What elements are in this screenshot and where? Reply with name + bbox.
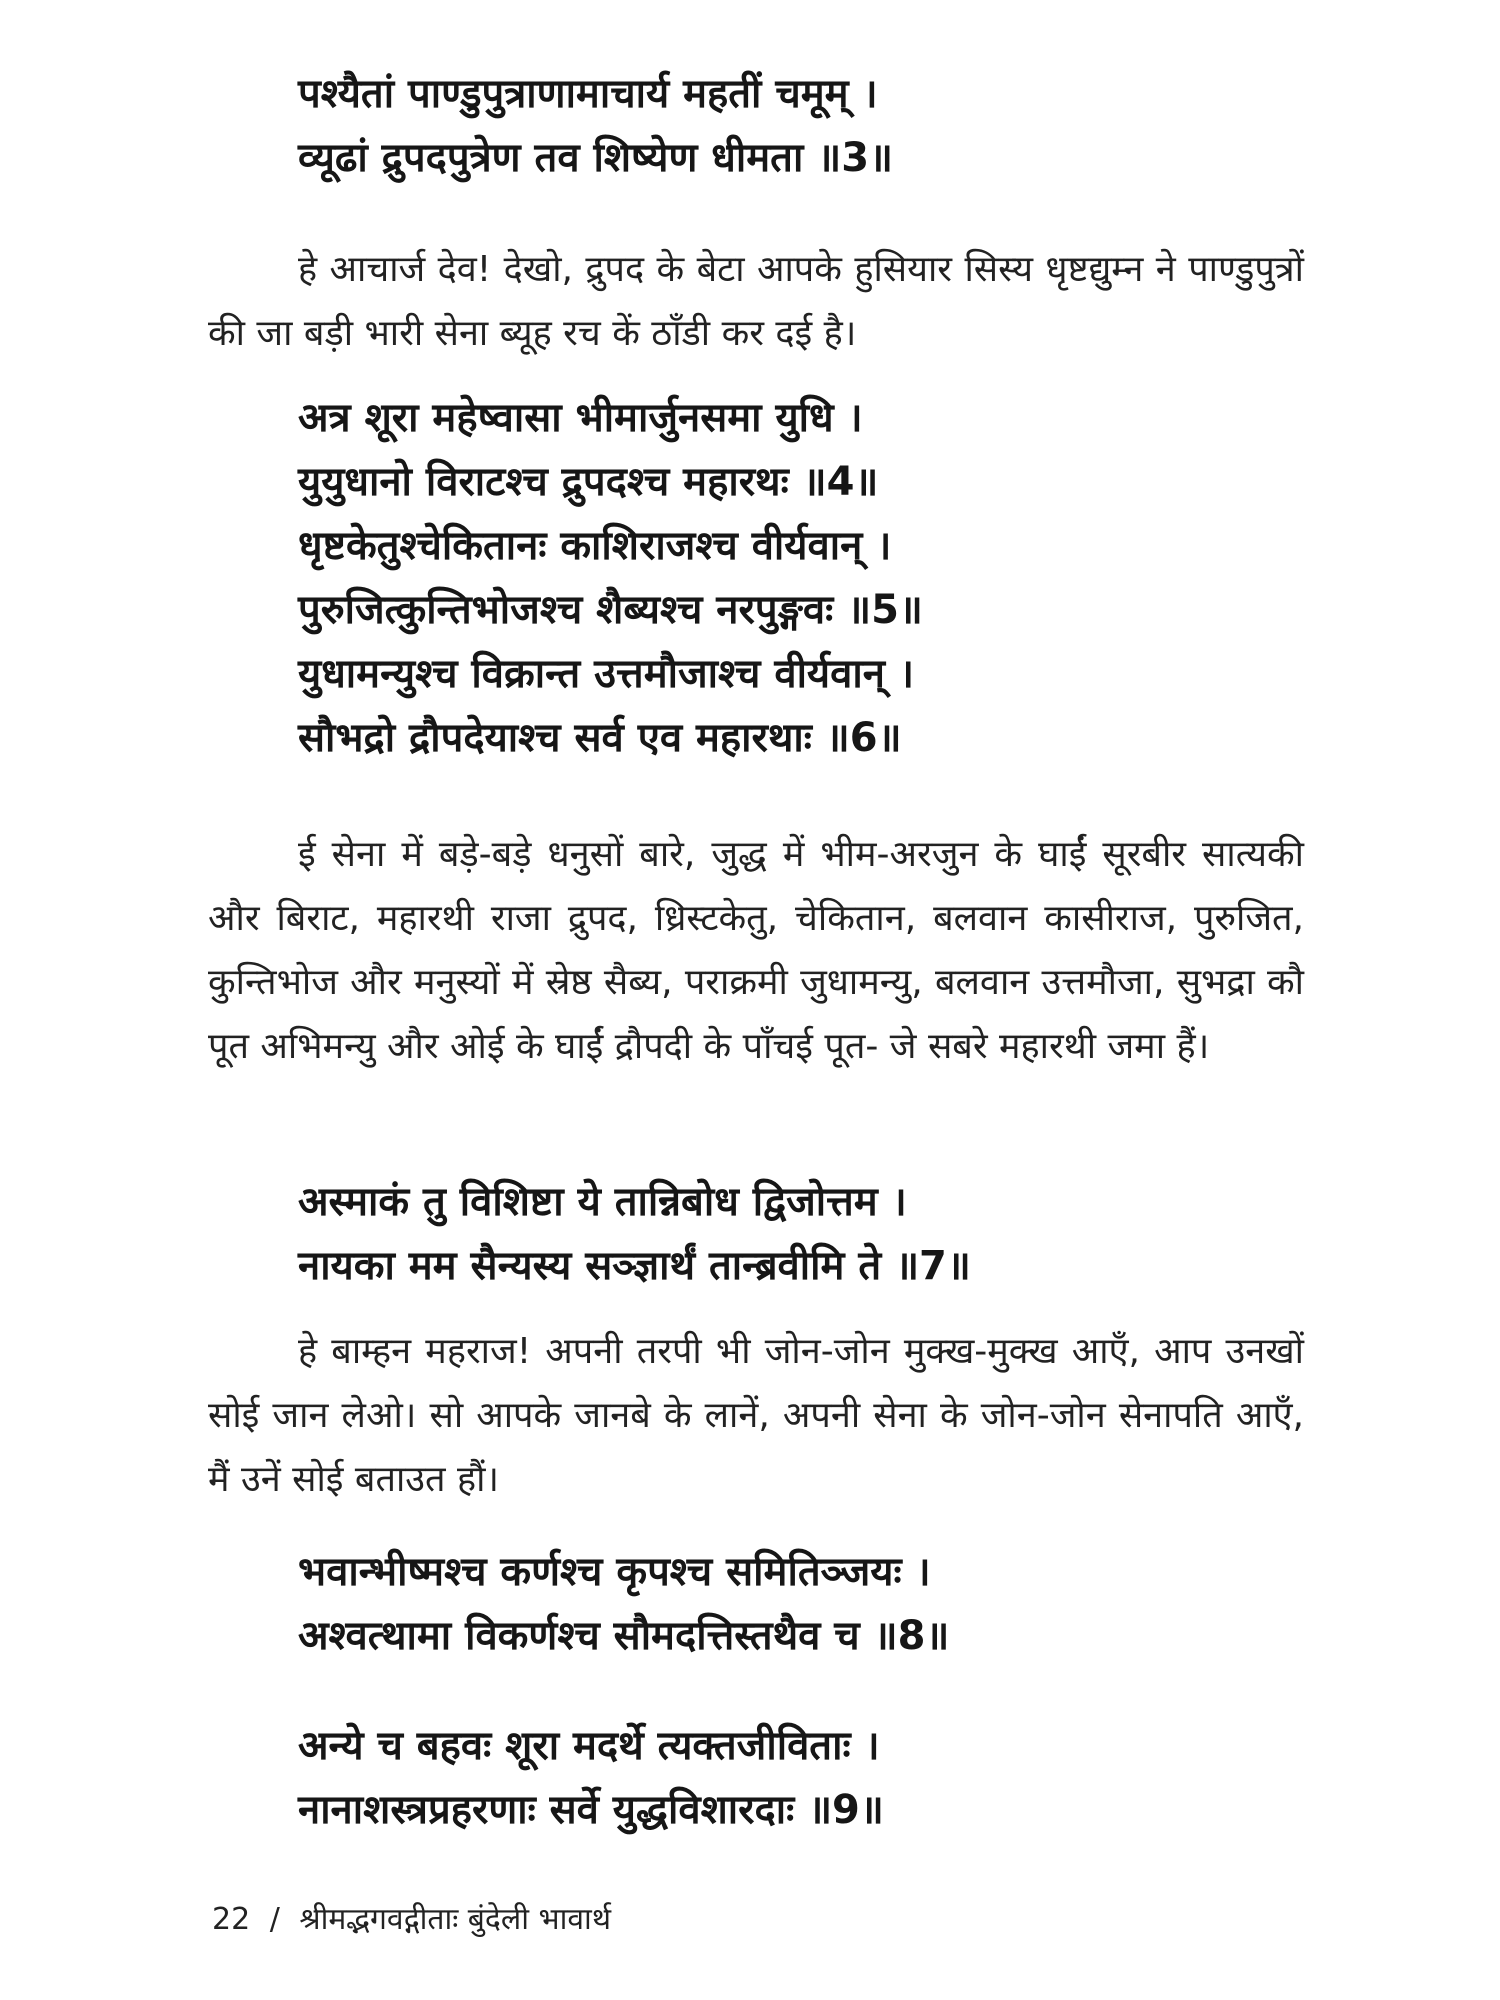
verse-line: नायका मम सैन्यस्य सञ्ज्ञार्थं तान्ब्रवीमि ते ॥7॥ (298, 1243, 971, 1289)
verse-line: पुरुजित्कुन्तिभोजश्च शैब्यश्च नरपुङ्गवः ॥5॥ (298, 587, 923, 633)
sanskrit-verses-4-6 (298, 386, 1418, 770)
book-title: श्रीमद्भगवद्गीताः बुंदेली भावार्थ (299, 1902, 611, 1937)
verse-line: व्यूढां द्रुपदपुत्रेण तव शिष्येण धीमता ॥3॥ (298, 135, 894, 181)
paragraph-text: ई सेना में बड़े-बड़े धनुसों बारे, जुद्ध में भीम-अरजुन के घाईं सूरबीर सात्यकी और बिराट, महारथी राजा द्रुपद, ध्रिस्टकेतु, चेकितान, बलवान कासीराज, पुरुजित, कुन्तिभोज और मनुस्यों में स्रेष्ठ सैब्य, पराक्रमी जुधामन्यु, बलवान उत्तमौजा, सुभद्रा कौ पूत अभिमन्यु और ओई के घाईं द्रौपदी के पाँचई पूत- जे सबरे महारथी जमा हैं। (208, 834, 1304, 1067)
page-footer (212, 1900, 611, 1940)
verse-line: युयुधानो विराटश्च द्रुपदश्च महारथः ॥4॥ (298, 459, 879, 505)
verse-line: नानाशस्त्रप्रहरणाः सर्वे युद्धविशारदाः ॥9॥ (298, 1787, 884, 1833)
verse-line: सौभद्रो द्रौपदेयाश्च सर्व एव महारथाः ॥6॥ (298, 715, 902, 761)
page-number: 22 (212, 1902, 251, 1937)
verse-line: पश्यैतां पाण्डुपुत्राणामाचार्य महतीं चमूम् । (298, 71, 878, 117)
sanskrit-verse-8 (298, 1540, 1418, 1668)
verse-line: युधामन्युश्च विक्रान्त उत्तमौजाश्च वीर्यवान् । (298, 651, 915, 697)
sanskrit-verse-9 (298, 1714, 1418, 1842)
paragraph-text: हे बाम्हन महराज! अपनी तरपी भी जोन-जोन मुक्ख-मुक्ख आएँ, आप उनखों सोई जान लेओ। सो आपके जानबे के लानें, अपनी सेना के जोन-जोन सेनापति आएँ, मैं उनें सोई बताउत हौं। (208, 1331, 1304, 1500)
sanskrit-verse-7 (298, 1170, 1418, 1298)
bundeli-paragraph-2 (208, 823, 1304, 1079)
verse-line: अस्माकं तु विशिष्टा ये तान्निबोध द्विजोत्तम । (298, 1179, 907, 1225)
footer-separator: / (269, 1902, 280, 1937)
verse-line: अत्र शूरा महेष्वासा भीमार्जुनसमा युधि । (298, 395, 863, 441)
verse-line: अश्वत्थामा विकर्णश्च सौमदत्तिस्तथैव च ॥8॥ (298, 1613, 950, 1659)
verse-line: धृष्टकेतुश्चेकितानः काशिराजश्च वीर्यवान् । (298, 523, 892, 569)
paragraph-text: हे आचार्ज देव! देखो, द्रुपद के बेटा आपके हुसियार सिस्य धृष्टद्युम्न ने पाण्डुपुत्रों की जा बड़ी भारी सेना ब्यूह रच कें ठाँडी कर दई है। (208, 249, 1304, 354)
sanskrit-verse-3 (298, 62, 1418, 190)
verse-line: भवान्भीष्मश्च कर्णश्च कृपश्च समितिञ्जयः । (298, 1549, 931, 1595)
verse-line: अन्ये च बहवः शूरा मदर्थे त्यक्तजीविताः । (298, 1723, 880, 1769)
bundeli-paragraph-1 (208, 238, 1304, 366)
bundeli-paragraph-3 (208, 1320, 1304, 1512)
